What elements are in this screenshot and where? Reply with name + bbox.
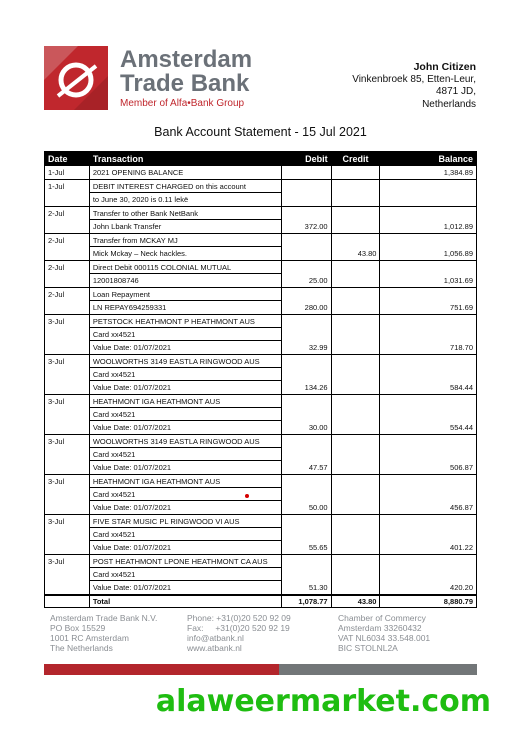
- header-credit: Credit: [331, 152, 380, 166]
- footer-line: PO Box 15529: [50, 623, 106, 633]
- footer-line: Amsterdam Trade Bank N.V.: [50, 613, 158, 623]
- customer-address: [352, 61, 476, 111]
- transaction-line: Card xx4521: [90, 328, 281, 341]
- row-debit: 50.00: [281, 475, 331, 515]
- table-header-row: [45, 152, 477, 166]
- transaction-line: Transfer from MCKAY MJ: [90, 234, 281, 247]
- bank-name-line2: Trade Bank: [120, 70, 250, 97]
- row-date: 3-Jul: [45, 315, 90, 355]
- transaction-line: WOOLWORTHS 3149 EASTLA RINGWOOD AUS: [90, 355, 281, 368]
- row-date: 3-Jul: [45, 475, 90, 515]
- transaction-line: Card xx4521: [90, 488, 281, 501]
- row-transaction: [89, 515, 281, 555]
- table-row: [45, 515, 477, 555]
- table-row: [45, 355, 477, 395]
- row-date: 1-Jul: [45, 166, 90, 180]
- table-row: [45, 207, 477, 234]
- row-debit: 372.00: [281, 207, 331, 234]
- row-date: 2-Jul: [45, 234, 90, 261]
- transaction-line: Value Date: 01/07/2021: [92, 343, 172, 352]
- transaction-line: Card xx4521: [90, 528, 281, 541]
- transaction-line: Direct Debit 000115 COLONIAL MUTUAL: [90, 261, 281, 274]
- row-transaction: [89, 288, 281, 315]
- row-balance: 751.69: [380, 288, 477, 315]
- row-date: 2-Jul: [45, 207, 90, 234]
- footer-line: Amsterdam 33260432: [338, 623, 422, 633]
- transaction-line: to June 30, 2020 is 0.11 lekë: [92, 195, 189, 204]
- row-balance: 1,056.89: [380, 234, 477, 261]
- row-transaction: [89, 315, 281, 355]
- table-row: [45, 180, 477, 207]
- transaction-line: Mick Mckay – Neck hackles.: [92, 249, 188, 258]
- row-date: 2-Jul: [45, 288, 90, 315]
- total-credit: 43.80: [331, 595, 380, 608]
- row-credit: [331, 395, 380, 435]
- row-date: 3-Jul: [45, 555, 90, 596]
- table-row: [45, 555, 477, 596]
- transaction-line: FIVE STAR MUSIC PL RINGWOOD VI AUS: [90, 515, 281, 528]
- row-credit: [331, 475, 380, 515]
- transaction-line: PETSTOCK HEATHMONT P HEATHMONT AUS: [90, 315, 281, 328]
- footer-bar-gray: [279, 664, 477, 675]
- transaction-line: Value Date: 01/07/2021: [92, 423, 172, 432]
- total-date: [45, 595, 90, 608]
- row-balance: 401.22: [380, 515, 477, 555]
- header-transaction: Transaction: [89, 152, 281, 166]
- total-row: [45, 595, 477, 608]
- row-date: 3-Jul: [45, 435, 90, 475]
- logo-emblem-icon: [44, 46, 108, 110]
- address-line2: 4871 JD,: [435, 86, 476, 97]
- transaction-line: DEBIT INTEREST CHARGED on this account: [90, 180, 281, 193]
- transaction-line: Value Date: 01/07/2021: [92, 503, 172, 512]
- row-balance: 420.20: [380, 555, 477, 596]
- bank-name-line1: Amsterdam: [120, 46, 253, 73]
- row-balance: 506.87: [380, 435, 477, 475]
- row-date: 2-Jul: [45, 261, 90, 288]
- row-transaction: [89, 475, 281, 515]
- transaction-line: WOOLWORTHS 3149 EASTLA RINGWOOD AUS: [90, 435, 281, 448]
- row-debit: 32.99: [281, 315, 331, 355]
- footer-website-link[interactable]: www.atbank.nl: [187, 643, 242, 653]
- transaction-line: Value Date: 01/07/2021: [92, 383, 172, 392]
- footer-bar-red: [44, 664, 279, 675]
- row-balance: 1,384.89: [380, 166, 477, 180]
- row-transaction: [89, 555, 281, 596]
- row-transaction: [89, 435, 281, 475]
- row-balance: 584.44: [380, 355, 477, 395]
- footer-line: Chamber of Commercy: [338, 613, 426, 623]
- table-row: [45, 475, 477, 515]
- address-line3: Netherlands: [422, 98, 476, 110]
- row-transaction: [89, 395, 281, 435]
- row-balance: 1,031.69: [380, 261, 477, 288]
- transaction-line: LN REPAY694259331: [92, 303, 167, 312]
- row-date: 1-Jul: [45, 180, 90, 207]
- footer-contact: [187, 613, 291, 653]
- header-date: Date: [45, 152, 90, 166]
- row-credit: [331, 166, 380, 180]
- transaction-line: 12001808746: [92, 276, 139, 285]
- footer-registration: [338, 613, 430, 653]
- row-debit: 280.00: [281, 288, 331, 315]
- row-debit: 30.00: [281, 395, 331, 435]
- footer-fax: Fax: +31(0)20 520 92 19: [187, 623, 290, 633]
- transaction-line: Card xx4521: [90, 568, 281, 581]
- row-transaction: [89, 355, 281, 395]
- footer-line: The Netherlands: [50, 643, 113, 653]
- row-balance: 456.87: [380, 475, 477, 515]
- table-row: [45, 435, 477, 475]
- total-debit: 1,078.77: [281, 595, 331, 608]
- transaction-line: POST HEATHMONT LPONE HEATHMONT CA AUS: [90, 555, 281, 568]
- transaction-line: Card xx4521: [90, 448, 281, 461]
- header-balance: Balance: [380, 152, 477, 166]
- transaction-line: Loan Repayment: [90, 288, 281, 301]
- footer-phone: Phone: +31(0)20 520 92 09: [187, 613, 291, 623]
- row-date: 3-Jul: [45, 515, 90, 555]
- watermark-text: alaweermarket.com: [155, 684, 491, 719]
- row-date: 3-Jul: [45, 355, 90, 395]
- transaction-line: Value Date: 01/07/2021: [92, 583, 172, 592]
- transaction-line: 2021 OPENING BALANCE: [92, 168, 184, 177]
- row-debit: 55.65: [281, 515, 331, 555]
- transaction-line: Value Date: 01/07/2021: [92, 543, 172, 552]
- row-debit: [281, 180, 331, 207]
- row-transaction: [89, 166, 281, 180]
- row-credit: [331, 288, 380, 315]
- table-row: [45, 288, 477, 315]
- row-debit: 134.26: [281, 355, 331, 395]
- footer-line: 1001 RC Amsterdam: [50, 633, 129, 643]
- footer-address: [50, 613, 157, 653]
- total-label: Total: [89, 595, 281, 608]
- table-row: [45, 315, 477, 355]
- row-credit: [331, 261, 380, 288]
- statement-table: [44, 151, 477, 608]
- row-credit: [331, 515, 380, 555]
- bank-tagline: Member of Alfa•Bank Group: [120, 98, 245, 109]
- transaction-line: HEATHMONT IGA HEATHMONT AUS: [90, 475, 281, 488]
- address-line1: Vinkenbroek 85, Etten-Leur,: [352, 73, 476, 85]
- row-debit: [281, 166, 331, 180]
- row-date: 3-Jul: [45, 395, 90, 435]
- customer-name: John Citizen: [413, 61, 476, 73]
- row-debit: 47.57: [281, 435, 331, 475]
- transaction-line: Card xx4521: [90, 368, 281, 381]
- row-credit: [331, 355, 380, 395]
- row-transaction: [89, 180, 281, 207]
- row-credit: [331, 435, 380, 475]
- footer-line: VAT NL6034 33.548.001: [338, 633, 431, 643]
- transaction-line: HEATHMONT IGA HEATHMONT AUS: [90, 395, 281, 408]
- footer-line: BIC STOLNL2A: [338, 643, 398, 653]
- red-dot-mark: [245, 494, 249, 498]
- row-transaction: [89, 207, 281, 234]
- row-balance: 718.70: [380, 315, 477, 355]
- transaction-line: Card xx4521: [90, 408, 281, 421]
- statement-title: Bank Account Statement - 15 Jul 2021: [154, 125, 367, 139]
- row-transaction: [89, 261, 281, 288]
- transaction-line: Transfer to other Bank NetBank: [90, 207, 281, 220]
- row-credit: [331, 315, 380, 355]
- row-balance: 554.44: [380, 395, 477, 435]
- table-row: [45, 261, 477, 288]
- row-balance: [380, 180, 477, 207]
- table-row: [45, 234, 477, 261]
- transaction-line: Value Date: 01/07/2021: [92, 463, 172, 472]
- row-credit: [331, 180, 380, 207]
- total-balance: 8,880.79: [380, 595, 477, 608]
- footer-email-link[interactable]: info@atbank.nl: [187, 633, 244, 643]
- row-debit: 25.00: [281, 261, 331, 288]
- transaction-line: John Lbank Transfer: [92, 222, 162, 231]
- row-transaction: [89, 234, 281, 261]
- row-balance: 1,012.89: [380, 207, 477, 234]
- row-credit: [331, 207, 380, 234]
- row-credit: 43.80: [331, 234, 380, 261]
- row-debit: 51.30: [281, 555, 331, 596]
- table-row: [45, 166, 477, 180]
- row-debit: [281, 234, 331, 261]
- header-debit: Debit: [281, 152, 331, 166]
- row-credit: [331, 555, 380, 596]
- table-row: [45, 395, 477, 435]
- bank-logo: [44, 46, 254, 110]
